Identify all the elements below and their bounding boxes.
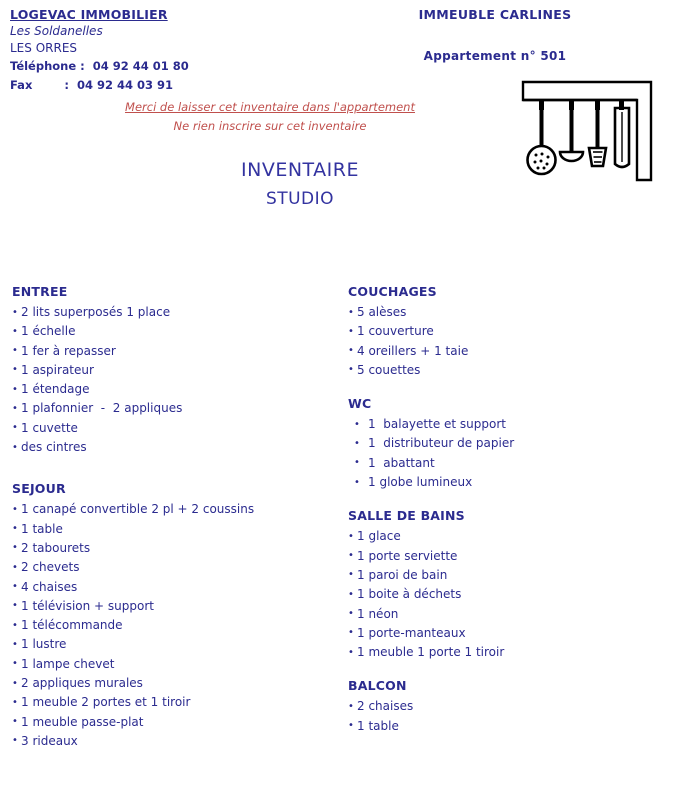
list-item: • 1 abattant bbox=[348, 454, 673, 473]
list-item: • 1 distributeur de papier bbox=[348, 434, 673, 453]
list-item: • 1 lampe chevet bbox=[12, 655, 332, 674]
notice-line-1: Merci de laisser cet inventaire dans l'appartement bbox=[125, 100, 415, 114]
list-item: • 1 meuble 2 portes et 1 tiroir bbox=[12, 693, 332, 712]
item-list bbox=[348, 527, 673, 662]
agency-name: LOGEVAC IMMOBILIER bbox=[10, 7, 168, 22]
list-item: • 5 alèses bbox=[348, 303, 673, 322]
list-item: • 5 couettes bbox=[348, 361, 673, 380]
apartment-number: Appartement n° 501 bbox=[423, 49, 567, 63]
list-item: • 1 meuble passe-plat bbox=[12, 713, 332, 732]
list-item: • 1 globe lumineux bbox=[348, 473, 673, 492]
section-wc bbox=[348, 394, 673, 492]
list-item: • 1 meuble 1 porte 1 tiroir bbox=[348, 643, 673, 662]
section-sejour bbox=[12, 479, 332, 751]
list-item: • 1 télécommande bbox=[12, 616, 332, 635]
list-item: • 1 paroi de bain bbox=[348, 566, 673, 585]
section-title: ENTREE bbox=[12, 284, 68, 299]
building-block bbox=[355, 6, 635, 63]
list-item: • 1 néon bbox=[348, 605, 673, 624]
section-entree bbox=[12, 282, 332, 457]
notice-block bbox=[0, 98, 540, 136]
list-item: • 2 chevets bbox=[12, 558, 332, 577]
list-item: • 2 chaises bbox=[348, 697, 673, 716]
section-title: WC bbox=[348, 396, 372, 412]
list-item: • 4 oreillers + 1 taie bbox=[348, 342, 673, 361]
agency-fax: Fax : 04 92 44 03 91 bbox=[10, 78, 174, 92]
agency-address-line-1: Les Soldanelles bbox=[10, 24, 103, 38]
agency-block bbox=[10, 6, 340, 95]
page-title: INVENTAIRE bbox=[241, 159, 359, 181]
list-item: • 1 cuvette bbox=[12, 419, 332, 438]
item-list bbox=[12, 500, 332, 751]
agency-phone: Téléphone : 04 92 44 01 80 bbox=[10, 59, 189, 73]
section-title: SALLE DE BAINS bbox=[348, 508, 465, 524]
list-item: • 1 glace bbox=[348, 527, 673, 546]
list-item: • 1 étendage bbox=[12, 380, 332, 399]
list-item: • 2 lits superposés 1 place bbox=[12, 303, 332, 322]
section-gap bbox=[12, 457, 332, 479]
list-item: • 1 boite à déchets bbox=[348, 585, 673, 604]
list-item: • 2 tabourets bbox=[12, 539, 332, 558]
list-item: • 1 porte serviette bbox=[348, 547, 673, 566]
building-name: IMMEUBLE CARLINES bbox=[418, 7, 572, 22]
document-title-block bbox=[0, 155, 600, 213]
section-gap bbox=[348, 662, 673, 676]
list-item: • 1 télévision + support bbox=[12, 597, 332, 616]
list-item: • 3 rideaux bbox=[12, 732, 332, 751]
section-salle-de-bains bbox=[348, 506, 673, 662]
page-subtitle: STUDIO bbox=[265, 189, 335, 209]
list-item: • 1 plafonnier - 2 appliques bbox=[12, 399, 332, 418]
list-item: • 1 échelle bbox=[12, 322, 332, 341]
list-item: • 1 balayette et support bbox=[348, 415, 673, 434]
section-title: BALCON bbox=[348, 678, 407, 694]
list-item: • 1 canapé convertible 2 pl + 2 coussins bbox=[12, 500, 332, 519]
list-item: • 1 table bbox=[348, 717, 673, 736]
right-column bbox=[348, 282, 673, 736]
left-column bbox=[12, 282, 332, 751]
list-item: • des cintres bbox=[12, 438, 332, 457]
section-couchages bbox=[348, 282, 673, 380]
list-item: • 1 aspirateur bbox=[12, 361, 332, 380]
item-list bbox=[348, 415, 673, 492]
agency-address-line-2: LES ORRES bbox=[10, 41, 78, 55]
list-item: • 1 table bbox=[12, 520, 332, 539]
list-item: • 2 appliques murales bbox=[12, 674, 332, 693]
list-item: • 1 porte-manteaux bbox=[348, 624, 673, 643]
section-balcon bbox=[348, 676, 673, 736]
notice-line-2: Ne rien inscrire sur cet inventaire bbox=[173, 119, 367, 133]
section-title: COUCHAGES bbox=[348, 284, 437, 299]
item-list bbox=[348, 697, 673, 736]
section-gap bbox=[348, 380, 673, 394]
list-item: • 1 fer à repasser bbox=[12, 342, 332, 361]
list-item: • 4 chaises bbox=[12, 578, 332, 597]
section-title: SEJOUR bbox=[12, 481, 66, 497]
list-item: • 1 couverture bbox=[348, 322, 673, 341]
section-gap bbox=[348, 492, 673, 506]
item-list bbox=[12, 303, 332, 457]
list-item: • 1 lustre bbox=[12, 635, 332, 654]
item-list bbox=[348, 303, 673, 380]
